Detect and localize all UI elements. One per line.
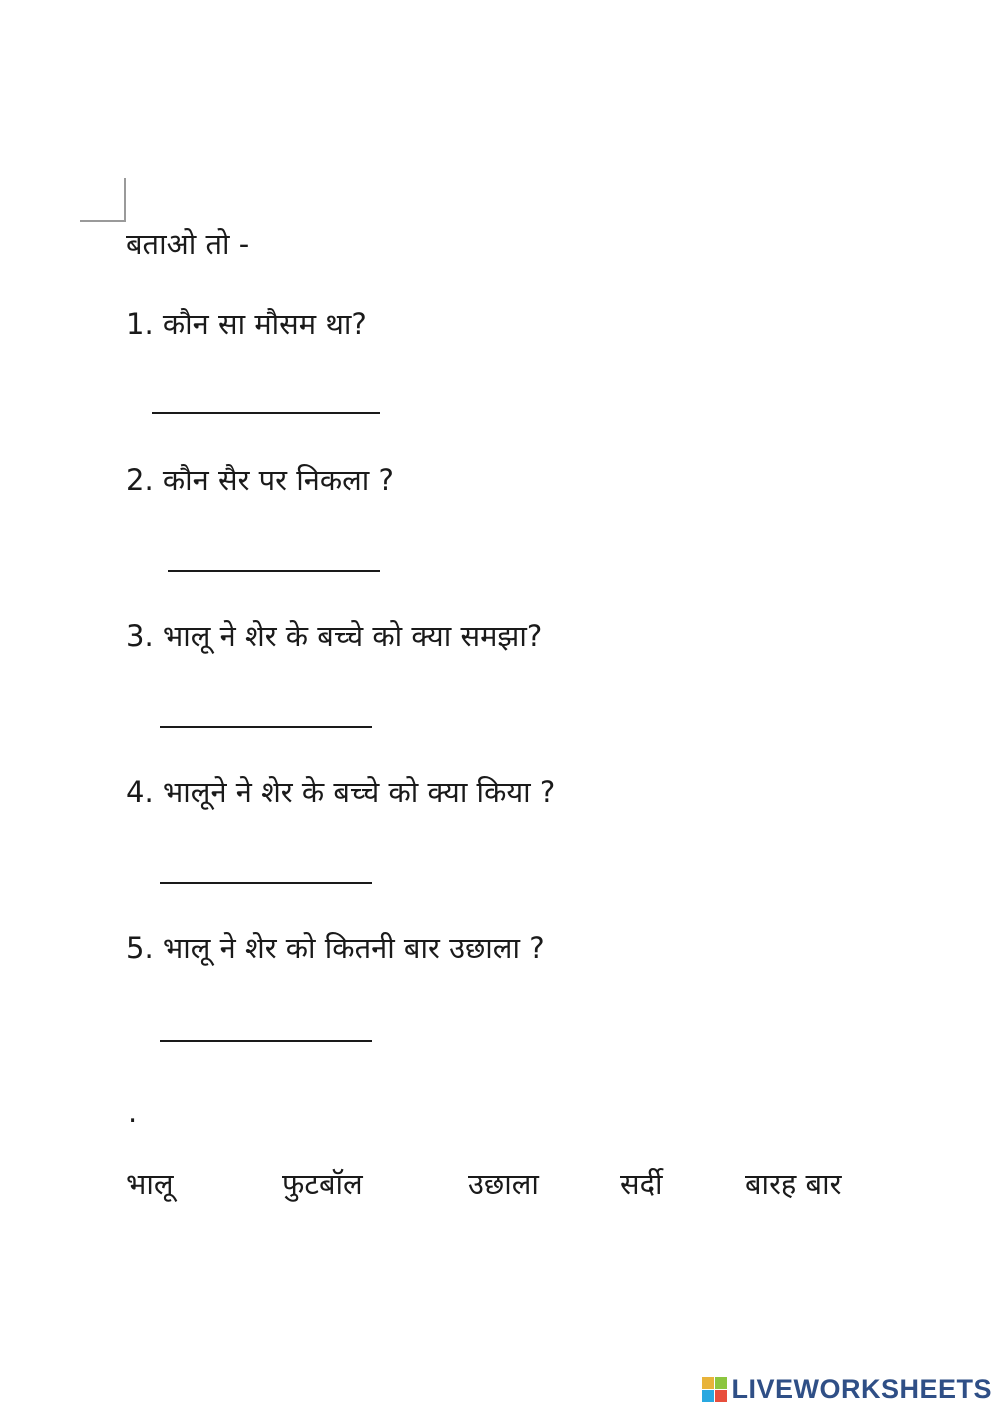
question-2: 2. कौन सैर पर निकला ? [126, 463, 394, 497]
margin-corner-mark [124, 178, 126, 222]
answer-blank-4[interactable] [160, 882, 372, 884]
margin-corner-mark [80, 220, 126, 222]
worksheet-heading: बताओ तो - [126, 227, 250, 261]
logo-square [702, 1390, 714, 1402]
question-3: 3. भालू ने शेर के बच्चे को क्या समझा? [126, 619, 543, 653]
liveworksheets-logo-icon [702, 1377, 727, 1402]
word-bank-item: उछाला [468, 1167, 539, 1201]
logo-square [702, 1377, 714, 1389]
answer-blank-1[interactable] [152, 412, 380, 414]
word-bank-item: भालू [126, 1167, 174, 1201]
answer-blank-3[interactable] [160, 726, 372, 728]
question-4: 4. भालूने ने शेर के बच्चे को क्या किया ? [126, 775, 556, 809]
question-1: 1. कौन सा मौसम था? [126, 307, 367, 341]
word-bank-item: फुटबॉल [282, 1167, 363, 1201]
separator-dot: . [128, 1095, 138, 1129]
word-bank-item: सर्दी [620, 1167, 663, 1201]
word-bank-item: बारह बार [745, 1167, 842, 1201]
question-5: 5. भालू ने शेर को कितनी बार उछाला ? [126, 931, 545, 965]
logo-square [715, 1377, 727, 1389]
answer-blank-2[interactable] [168, 570, 380, 572]
logo-square [715, 1390, 727, 1402]
brand-name: LIVEWORKSHEETS [731, 1374, 992, 1404]
answer-blank-5[interactable] [160, 1040, 372, 1042]
liveworksheets-brand [702, 1374, 992, 1405]
